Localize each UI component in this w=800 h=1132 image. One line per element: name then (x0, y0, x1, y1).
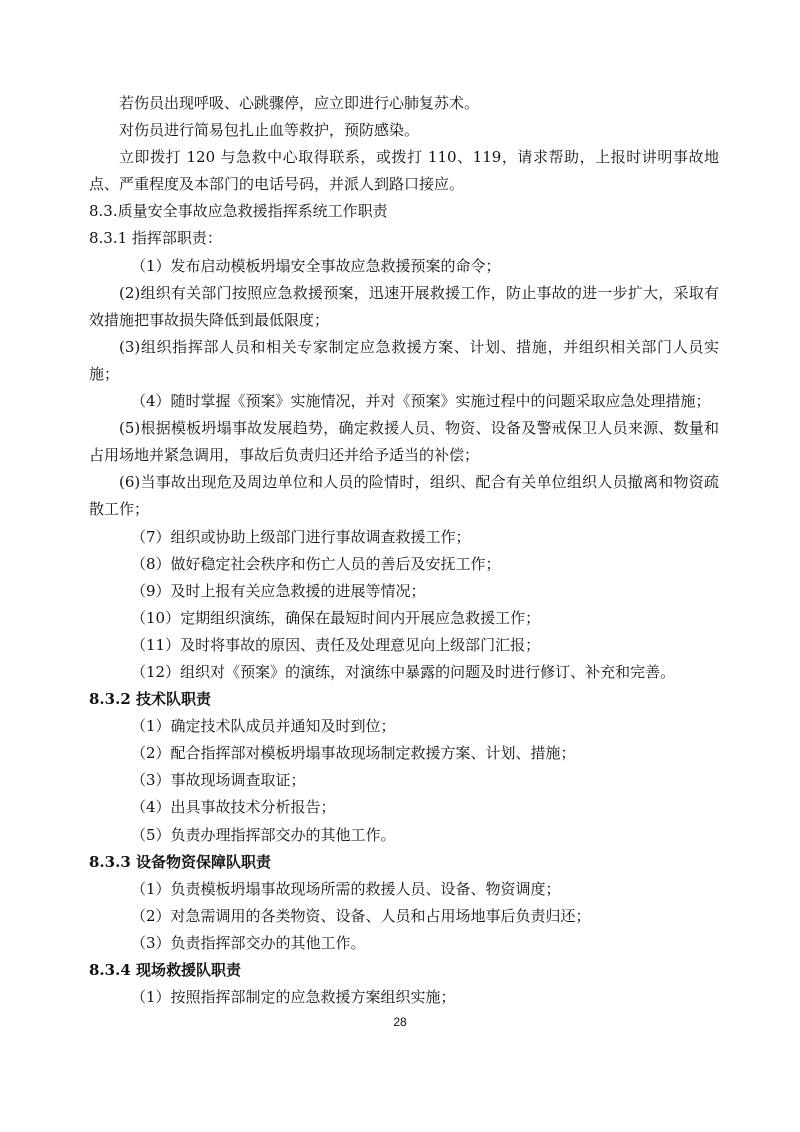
list-item: (5)根据模板坍塌事故发展趋势，确定救援人员、物资、设备及警戒保卫人员来源、数量和占用场地并紧急调用，事故后负责归还并给予适当的补偿； (89, 419, 719, 465)
list-item: （3）事故现场调查取证； (131, 771, 306, 790)
document-body (89, 90, 719, 1011)
list-item: （4）出具事故技术分析报告； (131, 798, 336, 817)
list-item: （2）对急需调用的各类物资、设备、人员和占用场地事后负责归还； (131, 906, 591, 925)
list-item: (6)当事故出现危及周边单位和人员的险情时，组织、配合有关单位组织人员撤离和物资疏散工作； (89, 473, 719, 519)
list-item: （4）随时掌握《预案》实施情况，并对《预案》实施过程中的问题采取应急处理措施； (131, 392, 711, 411)
paragraph: 若伤员出现呼吸、心跳骤停，应立即进行心肺复苏术。 (119, 94, 480, 112)
paragraph: 立即拨打 120 与急救中心取得联系，或拨打 110、119，请求帮助，上报时讲明事故地点、严重程度及本部门的电话号码，并派人到路口接应。 (89, 148, 719, 194)
list-item: （1）按照指挥部制定的应急救援方案组织实施； (131, 988, 456, 1007)
subsection-heading: 8.3.3 设备物资保障队职责 (89, 852, 271, 871)
subsection-heading: 8.3.4 现场救援队职责 (89, 961, 241, 979)
subsection-heading: 8.3.1 指挥部职责： (89, 229, 222, 248)
paragraph: 对伤员进行简易包扎止血等救护，预防感染。 (119, 121, 420, 140)
list-item: (3)组织指挥部人员和相关专家制定应急救援方案、计划、措施，并组织相关部门人员实施； (89, 337, 719, 383)
list-item: （5）负责办理指挥部交办的其他工作。 (131, 825, 396, 844)
list-item: （10）定期组织演练，确保在最短时间内开展应急救援工作； (131, 608, 541, 627)
list-item: （7）组织或协助上级部门进行事故调查救援工作； (131, 527, 471, 546)
list-item: （3）负责指挥部交办的其他工作。 (131, 933, 366, 952)
list-item: （1）确定技术队成员并通知及时到位； (131, 717, 396, 736)
subsection-heading: 8.3.2 技术队职责 (89, 690, 211, 709)
list-item: (2)组织有关部门按照应急救援预案，迅速开展救援工作，防止事故的进一步扩大，采取有效措施把事故损失降低到最低限度； (89, 283, 719, 329)
list-item: （1）发布启动模板坍塌安全事故应急救援预案的命令； (131, 256, 501, 275)
page-number: 28 (393, 1015, 407, 1029)
list-item: （11）及时将事故的原因、责任及处理意见向上级部门汇报； (131, 635, 541, 654)
list-item: （8）做好稳定社会秩序和伤亡人员的善后及安抚工作； (131, 554, 501, 573)
list-item: （2）配合指挥部对模板坍塌事故现场制定救援方案、计划、措施； (131, 744, 576, 763)
section-heading: 8.3.质量安全事故应急救援指挥系统工作职责 (89, 202, 388, 221)
list-item: （1）负责模板坍塌事故现场所需的救援人员、设备、物资调度； (131, 879, 561, 898)
list-item: （9）及时上报有关应急救援的进展等情况； (131, 581, 426, 600)
list-item: （12）组织对《预案》的演练，对演练中暴露的问题及时进行修订、补充和完善。 (131, 662, 676, 681)
